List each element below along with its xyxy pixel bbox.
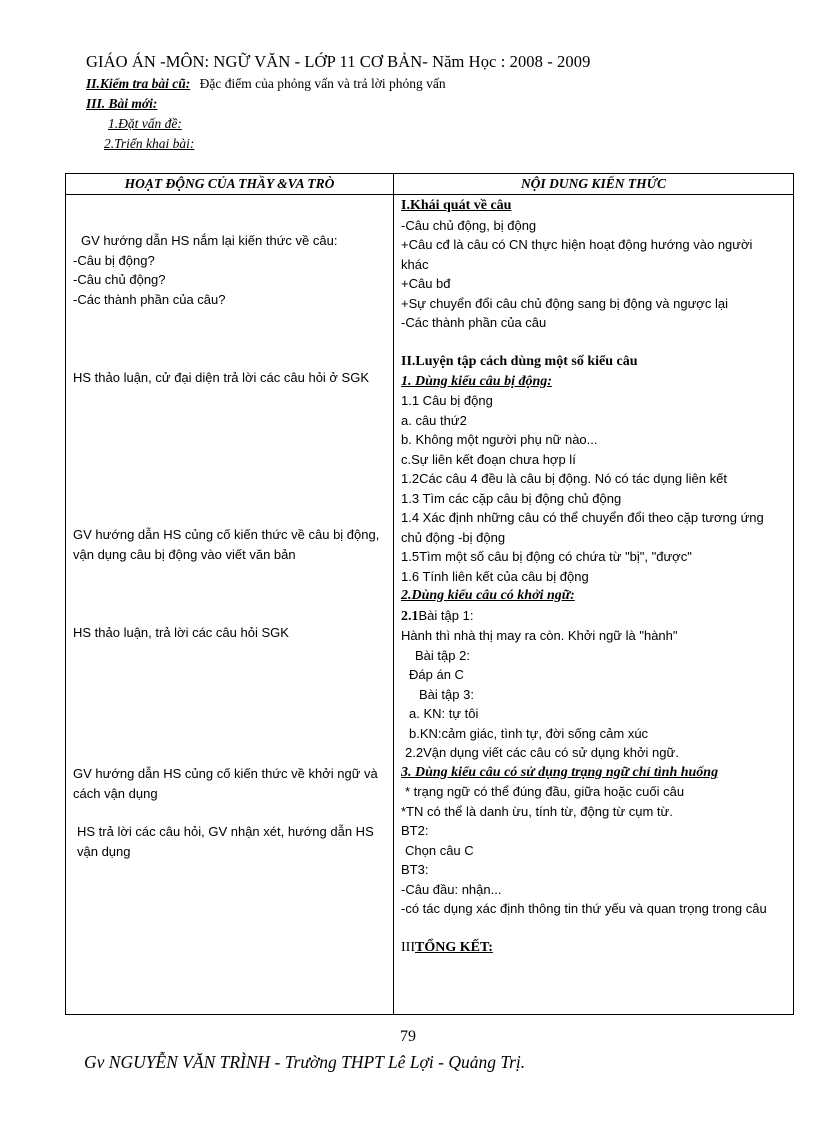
table-body-row: [66, 195, 794, 1015]
content-line: [401, 606, 783, 627]
content-line: b.KN:cảm giác, tình tự, đời sống cảm xúc: [409, 725, 649, 741]
content-line: 1.6 Tính liên kết của câu bị động: [401, 568, 589, 584]
content-line: Hành thì nhà thị may ra còn. Khởi ngữ là "hành": [401, 628, 678, 643]
table-header-row: [66, 174, 794, 195]
review-line: [86, 76, 446, 92]
content-line: *TN có thể là danh ừu, tính từ, động từ cụm từ.: [401, 803, 673, 819]
activity-block-1: [66, 231, 393, 309]
content-line: -Câu đầu: nhận...: [401, 881, 502, 897]
step-1-heading: 1.Đặt vấn đề:: [108, 116, 182, 131]
content-line: -có tác dụng xác định thông tin thứ yếu và quan trọng trong câu: [401, 901, 767, 916]
review-label: II.Kiểm tra bài cũ:: [86, 76, 191, 91]
subsection-1-title: 1. Dùng kiểu câu bị động:: [401, 373, 552, 389]
content-line: Bài tập 3:: [419, 686, 474, 702]
exercise-number: 2.1: [401, 608, 419, 624]
content-line: b. Không một người phụ nữ nào...: [401, 432, 598, 447]
content-line: Bài tập 2:: [415, 647, 470, 663]
content-line: 1.2Các câu 4 đều là câu bị động. Nó có tác dụng liên kết: [401, 471, 727, 486]
content-line: BT2:: [401, 823, 429, 838]
activity-text: -Các thành phần của câu?: [73, 291, 226, 307]
content-line: a. câu thứ2: [401, 412, 467, 428]
content-line: +Sự chuyển đổi câu chủ động sang bị động và ngược lại: [401, 295, 728, 311]
section-3-prefix: III: [401, 940, 415, 955]
content-line: 1.4 Xác định những câu có thể chuyển đổi theo cặp tương ứng chủ động -bị động: [401, 510, 764, 545]
content-line: 1.1 Câu bị động: [401, 393, 493, 408]
content-column: [394, 195, 793, 1015]
subsection-3-title: 3. Dùng kiểu câu có sử dụng trạng ngữ chỉ tình huống: [401, 764, 719, 780]
footer-author: Gv NGUYỄN VĂN TRÌNH - Trường THPT Lê Lợi - Quảng Trị.: [84, 1052, 526, 1072]
activity-text: -Câu chủ động?: [73, 272, 166, 287]
activity-block-3: GV hướng dẫn HS củng cố kiến thức về câu bị động, vận dụng câu bị động vào viết văn bản: [73, 527, 380, 562]
content-line: 1.3 Tìm các cặp câu bị động chủ động: [401, 490, 622, 506]
activities-cell: [66, 195, 394, 1015]
section-2-title: II.Luyện tập cách dùng một số kiểu câu: [401, 354, 638, 369]
content-line: 1.5Tìm một số câu bị động có chứa từ "bị", "được": [401, 549, 692, 564]
step-2-heading: 2.Triển khai bài:: [104, 136, 195, 151]
exercise-label: Bài tập 1:: [418, 607, 474, 623]
activity-text: -Câu bị động?: [73, 252, 155, 268]
content-line: Đáp án C: [409, 667, 464, 682]
activity-block-6: HS trả lời các câu hỏi, GV nhận xét, hướng dẫn HS vận dụng: [77, 824, 374, 859]
review-text: Đặc điểm của phỏng vấn và trả lời phỏng vấn: [199, 76, 446, 91]
lesson-table: [65, 173, 794, 1015]
content-line: a. KN: tự tôi: [409, 706, 479, 721]
activity-block-4: HS thảo luận, trả lời các câu hỏi SGK: [73, 625, 289, 640]
new-lesson-heading: III. Bài mới:: [86, 96, 158, 111]
activity-block-2: HS thảo luận, cử đại diện trả lời các câu hỏi ở SGK: [73, 370, 370, 385]
content-line: * trạng ngữ có thể đúng đầu, giữa hoặc cuối câu: [405, 784, 685, 799]
content-cell: [394, 195, 794, 1015]
content-line: -Câu chủ động, bị động: [401, 217, 537, 233]
activities-column: [66, 195, 393, 1014]
col-header-activities: HOẠT ĐỘNG CỦA THẦY &VA TRÒ: [66, 174, 394, 195]
activity-block-5: GV hướng dẫn HS củng cố kiến thức về khởi ngữ và cách vận dụng: [73, 766, 378, 801]
content-line: c.Sự liên kết đoạn chưa hợp lí: [401, 451, 576, 467]
content-line: +Câu bđ: [401, 276, 451, 291]
page-number: 79: [400, 1028, 416, 1045]
content-line: 2.2Vận dụng viết các câu có sử dụng khởi ngữ.: [405, 745, 679, 760]
content-line: +Câu cđ là câu có CN thực hiện hoạt động hướng vào người khác: [401, 237, 753, 272]
subsection-2-title: 2.Dùng kiểu câu có khởi ngữ:: [401, 588, 575, 603]
content-line: BT3:: [401, 862, 429, 877]
section-3-title: [401, 938, 783, 958]
col-header-content: NỘI DUNG KIẾN THỨC: [394, 174, 794, 195]
activity-text: GV hướng dẫn HS nắm lại kiến thức về câu:: [81, 233, 338, 248]
content-line: Chọn câu C: [405, 842, 474, 858]
document-title: GIÁO ÁN -MÔN: NGỮ VĂN - LỚP 11 CƠ BẢN- Năm Học : 2008 - 2009: [86, 52, 591, 71]
section-3-text: TỔNG KẾT:: [415, 940, 493, 955]
section-1-title: I.Khái quát về câu: [401, 198, 512, 213]
content-line: -Các thành phần của câu: [401, 315, 547, 330]
